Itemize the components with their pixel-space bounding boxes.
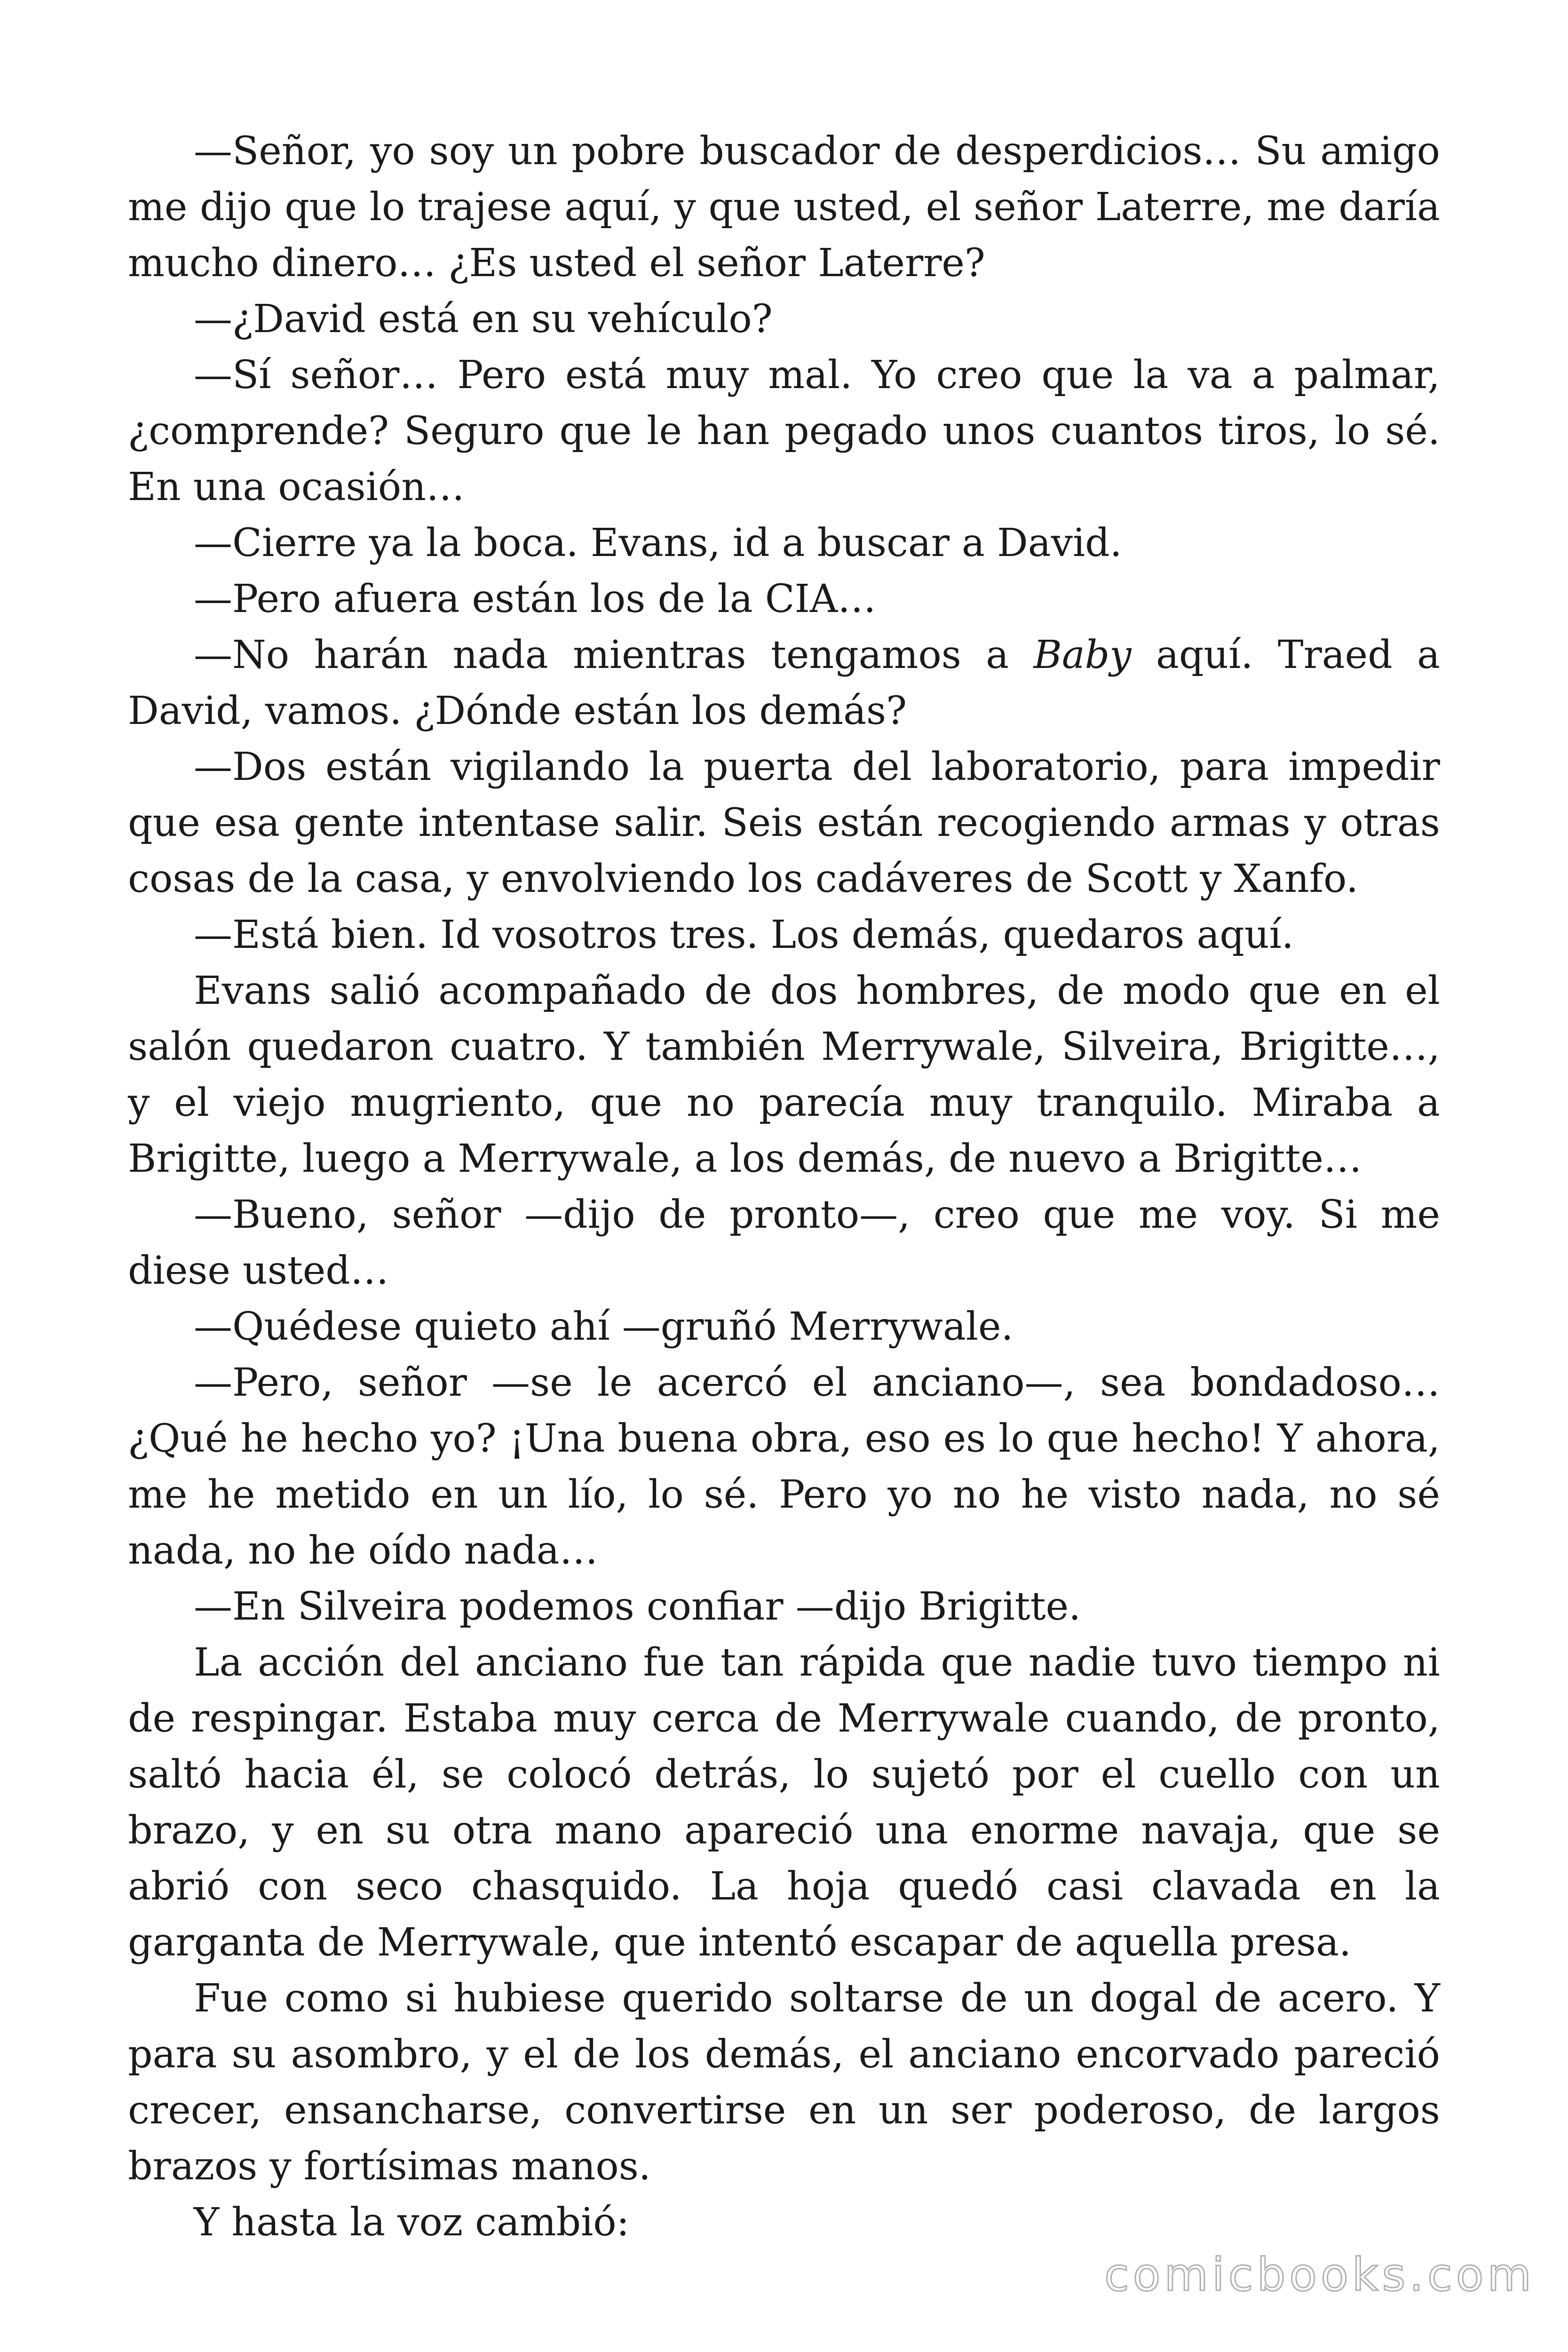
paragraph: Y hasta la voz cambió: [194,2200,630,2245]
paragraph: —Sí señor… Pero está muy mal. Yo creo que la va a palmar, ¿comprende? Seguro que le han pegado unos cuantos tiros, lo sé. En una ocasión… [128,353,1440,509]
paragraph: —Cierre ya la boca. Evans, id a buscar a David. [194,521,1122,565]
paragraph: —Quédese quieto ahí —gruñó Merrywale. [194,1304,1014,1349]
paragraph: —Está bien. Id vosotros tres. Los demás, quedaros aquí. [194,913,1294,957]
paragraph: —Bueno, señor —dijo de pronto—, creo que me voy. Si me diese usted… [128,1192,1440,1293]
paragraph: —¿David está en su vehículo? [194,297,773,342]
paragraph: Fue como si hubiese querido soltarse de un dogal de acero. Y para su asombro, y el de los demás, el anciano encorvado pareció crecer, ensancharse, convertirse en un ser poderoso, de largos brazos y fortísimas manos. [128,1976,1440,2189]
body-text [128,123,1440,2250]
paragraph: Evans salió acompañado de dos hombres, de modo que en el salón quedaron cuatro. Y también Merrywale, Silveira, Brigitte…, y el viejo mugriento, que no parecía muy tranquilo. Miraba a Brigitte, luego a Merrywale, a los demás, de nuevo a Brigitte… [128,969,1440,1181]
italic-word: Baby [1033,633,1132,677]
paragraph: —Pero, señor —se le acercó el anciano—, sea bondadoso… ¿Qué he hecho yo? ¡Una buena obra, eso es lo que hecho! Y ahora, me he metido en un lío, lo sé. Pero yo no he visto nada, no sé nada, no he oído nada… [128,1360,1440,1573]
watermark: comicbooks.com [1104,2249,1535,2301]
paragraph: —Dos están vigilando la puerta del laboratorio, para impedir que esa gente intentase salir. Seis están recogiendo armas y otras cosas de la casa, y envolviendo los cadáveres de Scott y Xanfo. [128,745,1440,901]
paragraph: —Señor, yo soy un pobre buscador de desperdicios… Su amigo me dijo que lo trajese aquí, y que usted, el señor Laterre, me daría mucho dinero… ¿Es usted el señor Laterre? [128,129,1440,286]
paragraph: —En Silveira podemos confiar —dijo Brigitte. [194,1584,1081,1629]
paragraph: La acción del anciano fue tan rápida que nadie tuvo tiempo ni de respingar. Estaba muy cerca de Merrywale cuando, de pronto, saltó hacia él, se colocó detrás, lo sujetó por el cuello con un brazo, y en su otra mano apareció una enorme navaja, que se abrió con seco chasquido. La hoja quedó casi clavada en la garganta de Merrywale, que intentó escapar de aquella presa. [128,1640,1440,1965]
paragraph: —Pero afuera están los de la CIA… [194,577,877,621]
paragraph: —No harán nada mientras tengamos a Baby aquí. Traed a David, vamos. ¿Dónde están los demás? [128,633,1440,733]
